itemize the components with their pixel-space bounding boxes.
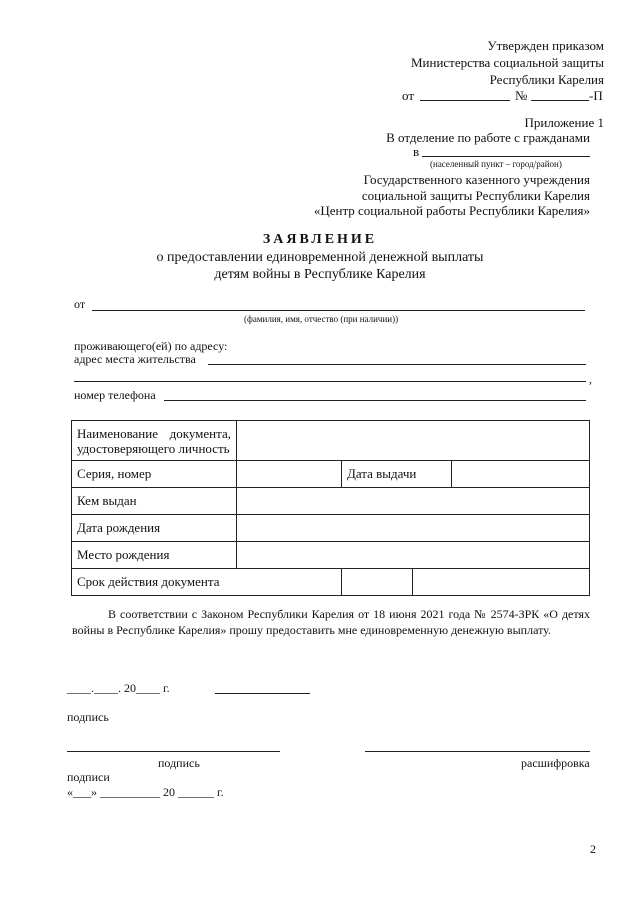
org-line-3: «Центр социальной работы Республики Карелия» <box>313 203 590 218</box>
from-label: от <box>74 297 86 311</box>
approval-line-1: Утвержден приказом <box>487 38 604 53</box>
fio-hint: (фамилия, имя, отчество (при наличии)) <box>244 314 399 324</box>
validity-value <box>342 569 590 596</box>
statement-subtitle-1: о предоставлении единовременной денежной выплаты <box>156 250 484 265</box>
birth-date-label: Дата рождения <box>72 515 237 542</box>
request-paragraph: В соответствии с Законом Республики Карелия от 18 июня 2021 года № 2574-ЗРК «О детях войны в Республике Карелия» прошу предоставить мне единовременную денежную выплату. <box>72 607 590 637</box>
issue-date-value <box>452 461 590 488</box>
addressee-in-prefix: в <box>413 144 420 159</box>
statement-subtitle-2: детям войны в Республике Карелия <box>214 267 426 282</box>
page-number: 2 <box>590 842 596 856</box>
address-comma: , <box>589 372 592 386</box>
approval-number-suffix: -П <box>589 88 603 103</box>
org-line-1: Государственного казенного учреждения <box>363 172 590 187</box>
issued-by-value <box>237 488 590 515</box>
statement-title: ЗАЯВЛЕНИЕ <box>262 232 378 247</box>
sign1-date: ____.____. 20____ г. <box>67 681 170 695</box>
approval-number-field <box>531 100 589 101</box>
doc-name-value <box>237 421 590 461</box>
series-number-value <box>237 461 342 488</box>
identity-document-table <box>71 420 590 596</box>
org-line-2: социальной защиты Республики Карелия <box>361 188 590 203</box>
fio-field <box>92 310 585 311</box>
sign2-date: «___» __________ 20 ______ г. <box>67 785 224 799</box>
issue-date-label: Дата выдачи <box>342 461 452 488</box>
approval-line-3: Республики Карелия <box>489 72 604 87</box>
approval-date-prefix: от <box>402 88 415 103</box>
sign1-field <box>215 693 310 694</box>
addressee-dept: В отделение по работе с гражданами <box>386 130 590 145</box>
address-field-2 <box>74 381 586 382</box>
issued-by-label: Кем выдан <box>72 488 237 515</box>
sign1-label: подпись <box>67 710 109 724</box>
series-number-label: Серия, номер <box>72 461 237 488</box>
approval-date-field <box>420 100 510 101</box>
birth-date-value <box>237 515 590 542</box>
sign2-podpis-label: подпись <box>158 756 200 770</box>
sign2-decoding-field <box>365 751 590 752</box>
birth-place-value <box>237 542 590 569</box>
phone-label: номер телефона <box>74 388 156 402</box>
address-label: адрес места жительства <box>74 352 196 366</box>
birth-place-label: Место рождения <box>72 542 237 569</box>
appendix-label: Приложение 1 <box>524 115 604 130</box>
approval-number-prefix: № <box>515 88 528 103</box>
sign2-signature-field <box>67 751 280 752</box>
doc-name-label: Наименование документа, удостоверяющего личность <box>72 421 237 461</box>
approval-line-2: Министерства социальной защиты <box>410 55 604 70</box>
sign2-decoding-label: расшифровка <box>521 756 590 770</box>
address-field <box>208 364 586 365</box>
locality-hint: (населенный пункт – город/район) <box>430 159 562 169</box>
sign2-podpisi-label: подписи <box>67 770 110 784</box>
locality-field <box>422 156 590 157</box>
validity-label: Срок действия документа <box>72 569 342 596</box>
phone-field <box>164 400 586 401</box>
residing-label: проживающего(ей) по адресу: <box>74 339 228 353</box>
